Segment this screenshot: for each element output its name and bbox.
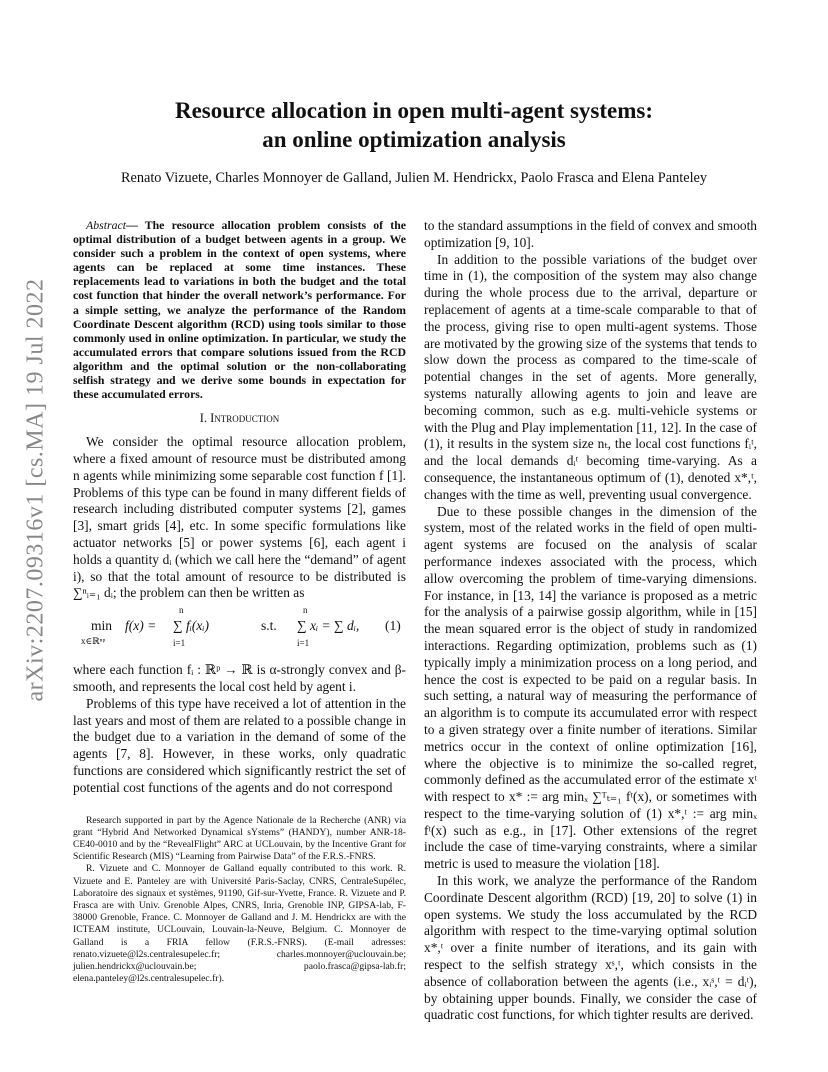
section-heading: I. Introduction [199, 411, 280, 426]
right-column [424, 218, 757, 1024]
title-line-2: an online optimization analysis [262, 127, 566, 152]
left-column [73, 218, 406, 985]
title-line-1: Resource allocation in open multi-agent systems: [174, 98, 654, 123]
footnote-affiliations: R. Vizuete and C. Monnoyer de Galland equally contributed to this work. R. Vizuete and E. Panteley are with Université Paris-Saclay, CNRS, CentraleSupélec, Laboratoire des signaux et systèmes, 91190, Gif-sur-Yvette, France. R. Vizuete and P. Frasca are with Univ. Grenoble Alpes, CNRS, Inria, Grenoble INP, GIPSA-lab, F-38000 Grenoble, France. C. Monnoyer de Galland and J. M. Hendrickx are with the ICTEAM institute, UCLouvain, Louvain-la-Neuve, Belgium. C. Monnoyer de Galland is a FRIA fellow (F.R.S.-FNRS). (E-mail adresses: renato.vizuete@l2s.centralesupelec.fr; charles.monnoyer@uclouvain.be; julien.hendrickx@uclouvain.be; paolo.frasca@gipsa-lab.fr; elena.panteley@l2s.centralesupelec.fr). [73, 863, 406, 985]
intro-paragraph-1: We consider the optimal resource allocation problem, where a fixed amount of resource must be distributed among n agents while minimizing some separable cost function f [1]. Problems of this type can be found in many different fields of research including distributed computer systems [2], games [3], smart grids [4], etc. In some specific formulations like actuator networks [5] or power systems [6], each agent i holds a quantity dᵢ (which we call here the “demand” of agent i), so that the total amount of resource to be distributed is ∑ⁿᵢ₌₁ dᵢ; the problem can then be written as [73, 434, 406, 601]
abstract-text: — The resource allocation problem consists of the optimal distribution of a budget between agents in a group. We consider such a problem in the context of open systems, where agents can be replaced at some time instances. These replacements lead to variations in both the budget and the total cost function that hinder the overall network’s performance. For a simple setting, we analyze the performance of the Random Coordinate Descent algorithm (RCD) using tools similar to those commonly used in online optimization. In particular, we study the accumulated errors that compare solutions issued from the RCD algorithm and the optimal solution or the non-collaborating selfish strategy and we derive some bounds in expectation for these accumulated errors. [73, 218, 406, 402]
abstract [73, 218, 406, 401]
arxiv-identifier: arXiv:2207.09316v1 [cs.MA] 19 Jul 2022 [22, 278, 49, 702]
paper-title [0, 96, 828, 154]
abstract-label: Abstract [86, 218, 126, 232]
equation-1: min x∈ℝⁿᵖ f(x) = n ∑ fᵢ(xᵢ) i=1 s.t. n ∑ xᵢ = ∑ dᵢ, i=1 (1) [81, 605, 401, 649]
intro-paragraph-3: Problems of this type have received a lot of attention in the last years and most of them are related to a possible change in the budget due to a variation in the demand of some of the agents [7, 8]. However, in these works, only quadratic functions are considered which significantly restrict the set of potential cost functions of the agents and do not correspond [73, 695, 406, 795]
intro-paragraph-5: In addition to the possible variations of the budget over time in (1), the composition of the system may also change during the whole process due to the arrival, departure or replacement of agents at a time-scale comparable to that of the process, giving rise to open multi-agent systems. Those are motivated by the growing size of the systems that tends to slow down the process as compared to the time-scale of potential changes in the set of agents. More generally, systems naturally allowing agents to join and leave are becoming common, such as e.g. multi-vehicle systems or with the Plug and Play implementation [11, 12]. In the case of (1), it results in the system size nₜ, the local cost functions fᵢᵗ, and the local demands dᵢᵗ becoming time-varying. As a consequence, the instantaneous optimum of (1), denoted x*,ᵗ, changes with the time as well, preventing usual convergence. [424, 251, 757, 502]
intro-paragraph-2: where each function fᵢ : ℝᵖ → ℝ is α-strongly convex and β-smooth, and represents the local cost held by agent i. [73, 662, 406, 694]
intro-paragraph-4: to the standard assumptions in the field of convex and smooth optimization [9, 10]. [424, 218, 757, 250]
intro-paragraph-6: Due to these possible changes in the dimension of the system, most of the related works in the field of open multi-agent systems are focused on the analysis of scalar performance indexes associated with the process, which allow overcoming the problem of time-varying dimensions. For instance, in [13, 14] the variance is proposed as a metric for the analysis of a pairwise gossip algorithm, while in [15] the mean squared error is the object of study in randomized interactions. Regarding optimization, problems such as (1) typically imply a minimization process on a long period, and hence the cost is expected to be paid on a regular basis. In such setting, a natural way of measuring the performance of an algorithm is to compute its accumulated error with respect to a given strategy over a finite number of iterations. Similar metrics occur in the context of online optimization [16], where the objective is to minimize the so-called regret, commonly defined as the accumulated error of the estimate xᵗ with respect to x* := arg minₓ ∑ᵀₜ₌₁ fᵗ(x), or sometimes with respect to the time-varying solution of (1) x*,ᵗ := arg minₓ fᵗ(x) such as e.g., in [17]. Other extensions of the regret include the case of time-varying constraints, where a similar metric is used to measure the violation [18]. [424, 503, 757, 872]
footnotes [73, 815, 406, 986]
intro-paragraph-7: In this work, we analyze the performance of the Random Coordinate Descent algorithm (RCD) [19, 20] to solve (1) in open systems. We study the loss accumulated by the RCD algorithm with respect to the time-varying optimal solution x*,ᵗ over a finite number of iterations, and its gain with respect to the selfish strategy xˢ,ᵗ, which consists in the absence of collaboration between the agents (i.e., xᵢˢ,ᵗ = dᵢᵗ), by obtaining upper bounds. Finally, we consider the case of quadratic cost functions, for which tighter results are derived. [424, 873, 757, 1023]
footnote-funding: Research supported in part by the Agence Nationale de la Recherche (ANR) via grant “Hybrid And Networked Dynamical sYstems” (HANDY), number ANR-18-CE40-0010 and by the “RevealFlight” ARC at UCLouvain, by the Incentive Grant for Scientific Research (MIS) “Learning from Pairwise Data” of the F.R.S.-FNRS. [73, 814, 406, 863]
authors: Renato Vizuete, Charles Monnoyer de Galland, Julien M. Hendrickx, Paolo Frasca and Elena Panteley [120, 170, 708, 186]
